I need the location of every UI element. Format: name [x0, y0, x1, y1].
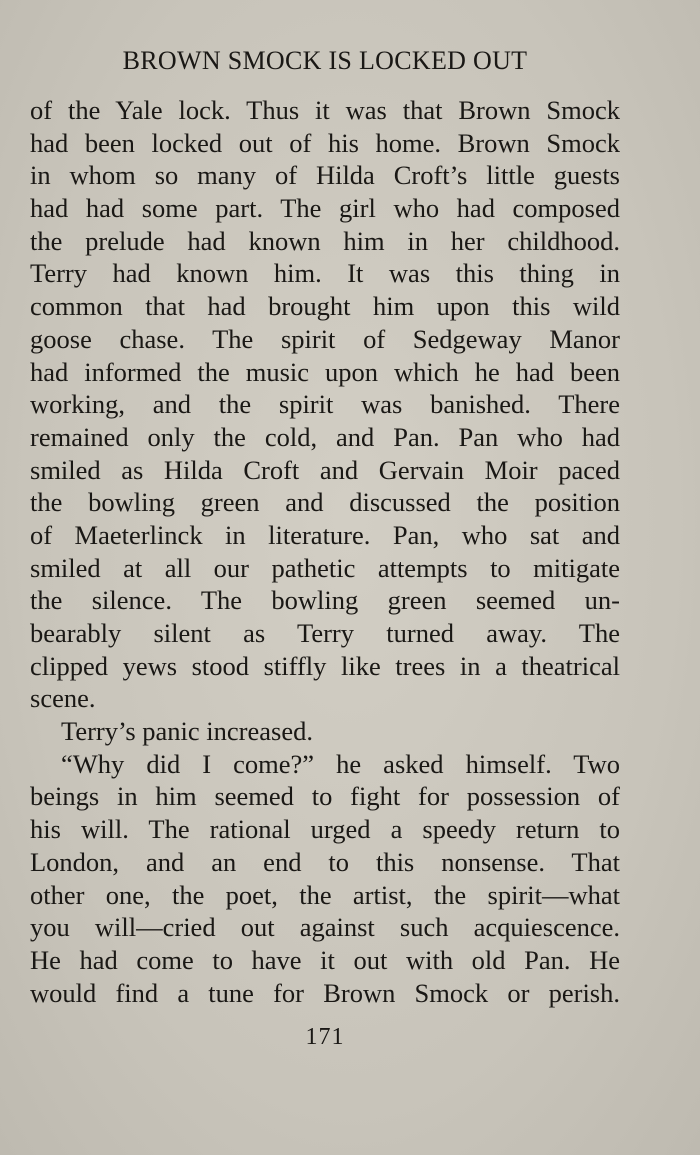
text-line: the silence. The bowling green seemed un- [30, 585, 620, 616]
text-line: goose chase. The spirit of Sedgeway Manor [30, 323, 620, 354]
running-head: BROWN SMOCK IS LOCKED OUT [122, 46, 528, 75]
text-line: of the Yale lock. Thus it was that Brown Smock [30, 95, 620, 125]
text-line: in whom so many of Hilda Croft’s little guests [30, 160, 620, 191]
text-line: clipped yews stood stiffly like trees in a theatrical [30, 650, 620, 681]
text-line: smiled at all our pathetic attempts to mitigate [30, 552, 620, 583]
text-line: scene. [30, 683, 96, 714]
text-line: the bowling green and discussed the position [30, 487, 620, 518]
text-line: the prelude had known him in her childhood. [30, 225, 620, 256]
text-line: you will—cried out against such acquiescence. [30, 912, 620, 943]
text-line: London, and an end to this nonsense. That [30, 846, 620, 877]
text-line: bearably silent as Terry turned away. The [30, 618, 620, 648]
text-line: Terry’s panic increased. [61, 716, 313, 747]
text-line: of Maeterlinck in literature. Pan, who sat and [30, 519, 620, 550]
text-line: “Why did I come?” he asked himself. Two [61, 748, 620, 779]
text-line: beings in him seemed to fight for possession of [30, 781, 620, 812]
text-line: other one, the poet, the artist, the spirit—what [30, 879, 620, 910]
text-line: had been locked out of his home. Brown Smock [30, 127, 620, 158]
text-line: Terry had known him. It was this thing in [30, 258, 620, 289]
text-line: his will. The rational urged a speedy return to [30, 814, 620, 845]
text-line: had informed the music upon which he had been [30, 356, 620, 387]
text-line: working, and the spirit was banished. There [30, 389, 620, 420]
text-line: had had some part. The girl who had composed [30, 193, 620, 224]
body-text [30, 94, 620, 1009]
text-line: He had come to have it out with old Pan. He [30, 944, 620, 975]
text-line: smiled as Hilda Croft and Gervain Moir paced [30, 454, 620, 485]
page-number: 171 [305, 1024, 345, 1050]
text-line: would find a tune for Brown Smock or perish. [30, 977, 620, 1008]
text-line: remained only the cold, and Pan. Pan who had [30, 421, 620, 452]
text-line: common that had brought him upon this wild [30, 291, 620, 322]
